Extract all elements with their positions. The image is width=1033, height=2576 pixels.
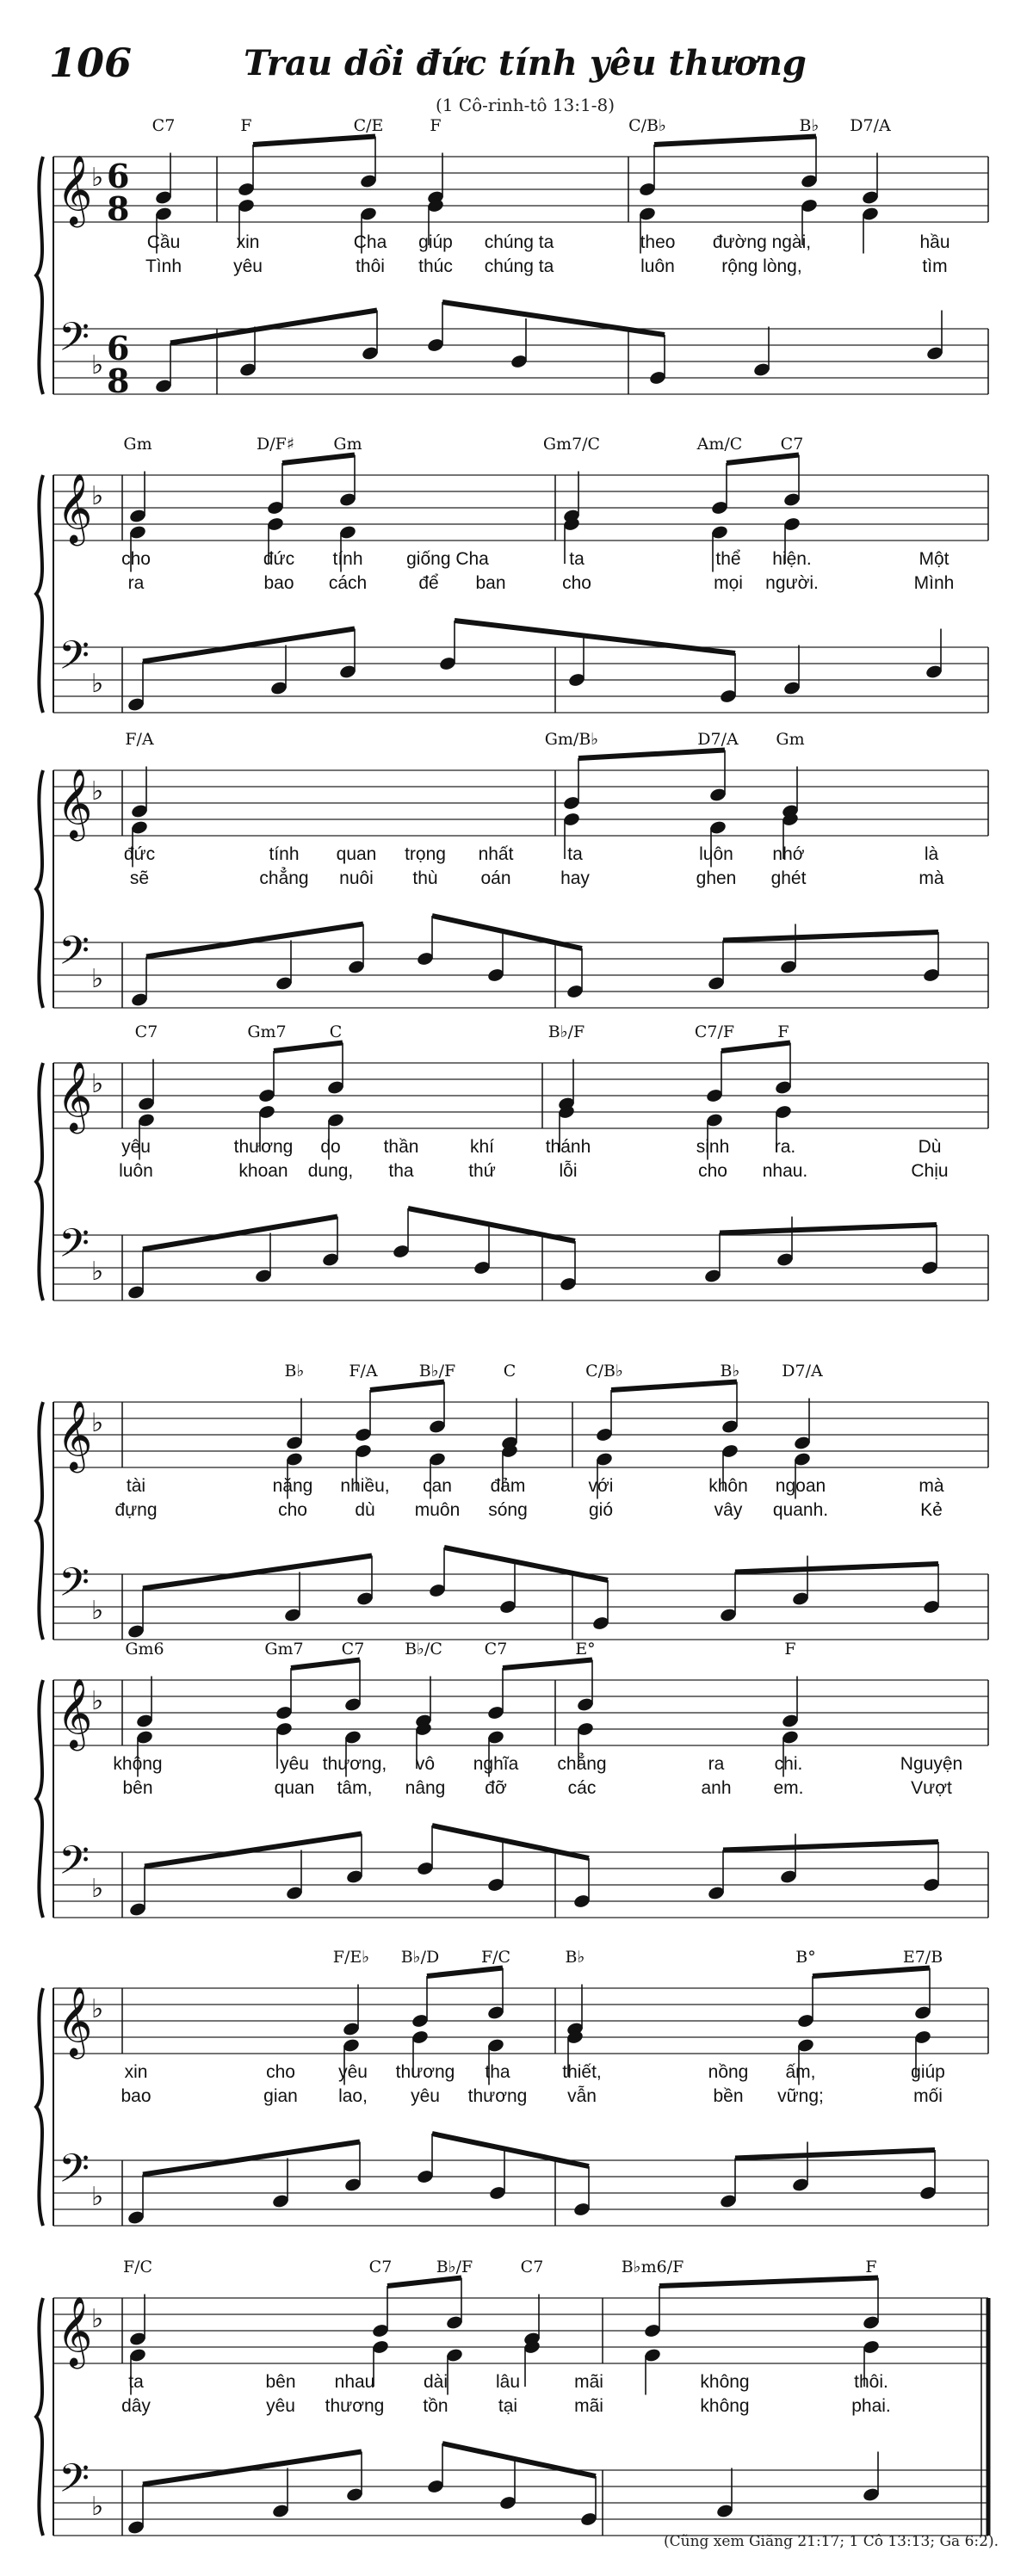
lyric-syllable: thiết, xyxy=(562,2062,602,2082)
chord-symbol: B° xyxy=(795,1948,816,1967)
chord-symbol: C xyxy=(503,1362,516,1381)
lyric-syllable: luôn xyxy=(640,256,675,276)
lyric-syllable: dài xyxy=(423,2372,448,2392)
time-signature-bottom: 8 xyxy=(107,189,130,228)
lyric-syllable: xin xyxy=(236,232,260,252)
lyric-syllable: cho xyxy=(278,1500,307,1520)
lyric-syllable: ra xyxy=(127,573,145,593)
system-brace xyxy=(36,1402,43,1640)
key-flat-icon: ♭ xyxy=(91,1994,104,2024)
lyric-syllable: mà xyxy=(919,1476,944,1496)
lyric-syllable: thánh xyxy=(545,1137,591,1157)
lyric-syllable: yêu xyxy=(233,256,263,276)
lyric-syllable: ban xyxy=(475,573,506,593)
lyric-syllable: tính xyxy=(269,844,300,864)
chord-symbol: F xyxy=(240,116,252,135)
bass-clef-icon: 𝄢 xyxy=(59,633,90,689)
bass-staff xyxy=(53,1574,988,1640)
time-signature-top: 6 xyxy=(107,157,130,195)
chord-symbol: B♭m6/F xyxy=(621,2258,684,2276)
treble-clef-icon: 𝄞 xyxy=(57,154,93,225)
lyric-syllable: đức xyxy=(263,549,295,569)
lyric-syllable: đường ngài, xyxy=(712,232,812,252)
lyric-syllable: giúp xyxy=(911,2062,945,2082)
lyric-syllable: đỡ xyxy=(485,1778,507,1798)
lyric-syllable: thương xyxy=(467,2086,528,2106)
chord-symbol: Gm xyxy=(776,730,805,749)
lyric-syllable: mọi xyxy=(714,573,743,593)
lyric-syllable: tính xyxy=(332,549,363,569)
lyric-syllable: tha xyxy=(485,2062,510,2082)
lyric-syllable: luôn xyxy=(699,844,733,864)
lyric-syllable: trọng xyxy=(405,844,446,864)
chord-symbol: Gm7 xyxy=(247,1022,287,1041)
scripture-reference: (Cũng xem Giăng 21:17; 1 Cô 13:13; Ga 6:2). xyxy=(663,2533,999,2550)
chord-symbol: Gm6 xyxy=(125,1640,164,1659)
lyric-syllable: với xyxy=(588,1476,614,1496)
note-beam xyxy=(442,302,665,335)
system-2 xyxy=(36,435,988,713)
bass-staff xyxy=(53,647,988,713)
lyric-syllable: giúp xyxy=(418,232,453,252)
lyric-syllable: mãi xyxy=(574,2372,603,2392)
lyric-syllable: vô xyxy=(415,1754,436,1774)
key-flat-icon: ♭ xyxy=(91,1408,104,1438)
chord-symbol: C xyxy=(329,1022,343,1041)
lyric-syllable: là xyxy=(924,844,939,864)
note-beam xyxy=(723,1842,938,1850)
chord-symbol: C7 xyxy=(134,1022,158,1041)
lyric-syllable: nhớ xyxy=(772,844,805,864)
lyric-syllable: nồng xyxy=(708,2062,749,2082)
lyric-syllable: ta xyxy=(128,2372,144,2392)
lyric-syllable: Kẻ xyxy=(920,1500,943,1520)
key-flat-icon: ♭ xyxy=(91,2182,104,2212)
system-4 xyxy=(36,1022,988,1300)
key-flat-icon: ♭ xyxy=(91,776,104,806)
bass-staff xyxy=(53,942,988,1008)
note-beam xyxy=(721,1043,790,1052)
lyric-syllable: bao xyxy=(263,573,294,593)
chord-symbol: F/C xyxy=(122,2258,153,2276)
lyric-syllable: chúng ta xyxy=(484,256,554,276)
chord-symbol: F/E♭ xyxy=(332,1948,370,1967)
lyric-syllable: hiện. xyxy=(772,549,812,569)
lyric-syllable: Cha xyxy=(353,232,387,252)
hymn-subtitle: (1 Cô-rinh-tô 13:1-8) xyxy=(435,95,615,115)
note-beam xyxy=(291,1660,360,1669)
lyric-syllable: thể xyxy=(715,549,741,569)
chord-symbol: C7 xyxy=(341,1640,365,1659)
lyric-syllable: quan xyxy=(336,844,377,864)
system-brace xyxy=(36,1063,43,1300)
lyric-syllable: năng xyxy=(272,1476,313,1496)
bass-clef-icon: 𝄢 xyxy=(59,2456,90,2511)
system-7 xyxy=(36,1948,988,2226)
lyric-syllable: can xyxy=(423,1476,452,1496)
system-1 xyxy=(36,116,988,400)
lyric-syllable: ấm, xyxy=(785,2062,816,2082)
lyric-syllable: vững; xyxy=(777,2086,824,2106)
lyric-syllable: Vượt xyxy=(911,1778,952,1798)
time-signature-bottom: 8 xyxy=(107,361,130,400)
lyric-syllable: sóng xyxy=(488,1500,528,1520)
chord-symbol: B♭/D xyxy=(400,1948,440,1967)
hymn-number: 106 xyxy=(49,40,133,86)
chord-symbol: B♭ xyxy=(799,116,820,135)
chord-symbol: B♭ xyxy=(284,1362,305,1381)
note-beam xyxy=(578,751,725,759)
system-5 xyxy=(36,1362,988,1640)
chord-symbol: Gm xyxy=(333,435,362,454)
note-beam xyxy=(735,2150,935,2159)
treble-staff xyxy=(53,1680,988,1745)
note-beam xyxy=(143,1556,372,1589)
lyric-syllable: dung, xyxy=(307,1161,354,1181)
lyric-syllable: oán xyxy=(480,868,511,888)
key-flat-icon: ♭ xyxy=(91,2304,104,2334)
note-beam xyxy=(143,2142,360,2175)
lyric-syllable: rộng lòng, xyxy=(721,256,802,276)
lyric-syllable: để xyxy=(418,573,439,593)
key-flat-icon: ♭ xyxy=(91,1069,104,1099)
chord-symbol: C7 xyxy=(780,435,804,454)
note-beam xyxy=(813,1968,930,1977)
lyric-syllable: quanh. xyxy=(772,1500,829,1520)
note-beam xyxy=(170,311,377,343)
chord-symbol: F xyxy=(784,1640,796,1659)
key-flat-icon: ♭ xyxy=(91,1257,104,1287)
lyric-syllable: phai. xyxy=(851,2396,891,2416)
key-flat-icon: ♭ xyxy=(91,1596,104,1626)
lyric-syllable: gió xyxy=(588,1500,614,1520)
lyric-syllable: vây xyxy=(714,1500,743,1520)
lyric-syllable: em. xyxy=(773,1778,804,1798)
chord-symbol: D7/A xyxy=(697,730,739,749)
lyric-syllable: ta xyxy=(567,844,583,864)
chord-symbol: C7/F xyxy=(694,1022,735,1041)
chord-symbol: C7 xyxy=(520,2258,544,2276)
note-beam xyxy=(503,1660,592,1669)
lyric-syllable: Mình xyxy=(913,573,955,593)
lyric-syllable: ta xyxy=(569,549,585,569)
lyric-syllable: ghen xyxy=(696,868,737,888)
lyric-syllable: khôn xyxy=(708,1476,748,1496)
lyric-syllable: cho xyxy=(266,2062,295,2082)
system-brace xyxy=(36,770,43,1008)
lyric-syllable: do xyxy=(320,1137,341,1157)
chord-symbol: Gm xyxy=(123,435,152,454)
treble-staff xyxy=(53,157,988,222)
chord-symbol: C7 xyxy=(484,1640,508,1659)
bass-staff xyxy=(53,1235,988,1300)
lyric-syllable: mãi xyxy=(574,2396,603,2416)
note-beam xyxy=(282,455,355,464)
chord-symbol: B♭/C xyxy=(405,1640,442,1659)
note-beam xyxy=(143,1217,337,1250)
bass-clef-icon: 𝄢 xyxy=(59,2146,90,2202)
note-beam xyxy=(145,1834,362,1867)
lyric-syllable: dù xyxy=(355,1500,375,1520)
chord-symbol: C/B♭ xyxy=(585,1362,623,1381)
note-beam xyxy=(427,1968,503,1977)
lyric-syllable: quan xyxy=(274,1778,315,1798)
lyric-syllable: bên xyxy=(122,1778,153,1798)
lyric-syllable: Tình xyxy=(145,256,182,276)
treble-staff xyxy=(53,1063,988,1128)
note-beam xyxy=(146,924,363,957)
note-beam xyxy=(611,1382,737,1391)
lyric-syllable: nuôi xyxy=(339,868,374,888)
treble-clef-icon: 𝄞 xyxy=(57,473,93,543)
lyric-syllable: đựng xyxy=(114,1500,158,1520)
lyric-syllable: vẫn xyxy=(567,2086,597,2106)
lyric-syllable: yêu xyxy=(411,2086,440,2106)
chord-symbol: F/A xyxy=(125,730,154,749)
bass-clef-icon: 𝄢 xyxy=(59,1560,90,1615)
chord-symbol: B♭/F xyxy=(418,1362,456,1381)
treble-staff xyxy=(53,770,988,836)
lyric-syllable: thứ xyxy=(468,1161,496,1181)
note-beam xyxy=(370,1382,444,1391)
chord-symbol: F xyxy=(777,1022,789,1041)
chord-symbol: F/A xyxy=(349,1362,378,1381)
lyric-syllable: chẳng xyxy=(557,1754,607,1774)
note-beam xyxy=(143,2452,362,2485)
lyric-syllable: thôi. xyxy=(854,2372,888,2392)
lyric-syllable: các xyxy=(567,1778,597,1798)
key-flat-icon: ♭ xyxy=(91,481,104,511)
chord-symbol: B♭/F xyxy=(436,2258,473,2276)
note-beam xyxy=(387,2278,461,2287)
key-flat-icon: ♭ xyxy=(91,163,104,193)
system-6 xyxy=(36,1640,988,1918)
lyric-syllable: tha xyxy=(388,1161,414,1181)
lyric-syllable: anh xyxy=(701,1778,732,1798)
system-8 xyxy=(36,2258,988,2536)
lyric-syllable: cách xyxy=(328,573,368,593)
bass-clef-icon: 𝄢 xyxy=(59,928,90,984)
lyric-syllable: cho xyxy=(698,1161,727,1181)
lyric-syllable: cho xyxy=(121,549,151,569)
note-beam xyxy=(723,932,938,941)
chord-symbol: B♭ xyxy=(565,1948,585,1967)
chord-symbol: C7 xyxy=(152,116,176,135)
lyric-syllable: nhiều, xyxy=(340,1476,390,1496)
system-brace xyxy=(36,475,43,713)
chord-symbol: D/F♯ xyxy=(256,435,295,454)
lyric-syllable: không xyxy=(113,1754,163,1774)
lyric-syllable: thương, xyxy=(322,1754,387,1774)
chord-symbol: Gm7 xyxy=(264,1640,304,1659)
lyric-syllable: tài xyxy=(126,1476,146,1496)
bass-staff xyxy=(53,2160,988,2226)
lyric-syllable: Chịu xyxy=(911,1161,949,1181)
key-flat-icon: ♭ xyxy=(91,669,104,699)
lyric-syllable: Cầu xyxy=(146,232,181,252)
lyric-syllable: ngoan xyxy=(775,1476,826,1496)
lyric-syllable: lao, xyxy=(338,2086,368,2106)
lyric-syllable: người. xyxy=(765,573,819,593)
treble-staff xyxy=(53,475,988,541)
system-brace xyxy=(36,1680,43,1918)
lyric-syllable: yêu xyxy=(338,2062,368,2082)
lyric-syllable: tồn xyxy=(423,2396,448,2416)
lyric-syllable: chúng ta xyxy=(484,232,554,252)
lyric-syllable: lỗi xyxy=(559,1161,578,1181)
note-beam xyxy=(432,1825,589,1858)
treble-staff xyxy=(53,1988,988,2054)
lyric-syllable: bao xyxy=(121,2086,152,2106)
note-beam xyxy=(720,1225,937,1233)
note-beam xyxy=(659,2278,878,2287)
chord-symbol: B♭/F xyxy=(547,1022,585,1041)
lyric-syllable: mối xyxy=(913,2086,943,2106)
treble-clef-icon: 𝄞 xyxy=(57,1060,93,1131)
bass-clef-icon: 𝄢 xyxy=(59,314,90,370)
lyric-syllable: gian xyxy=(263,2086,298,2106)
lyric-syllable: mà xyxy=(919,868,944,888)
lyric-syllable: dây xyxy=(121,2396,151,2416)
note-beam xyxy=(253,137,375,145)
chord-symbol: Am/C xyxy=(696,435,743,454)
note-beam xyxy=(444,1547,608,1580)
lyric-syllable: tâm, xyxy=(337,1778,373,1798)
lyric-syllable: không xyxy=(700,2396,750,2416)
treble-clef-icon: 𝄞 xyxy=(57,1677,93,1748)
lyric-syllable: giống Cha xyxy=(406,549,489,569)
chord-symbol: B♭ xyxy=(720,1362,740,1381)
treble-staff xyxy=(53,2298,988,2363)
lyric-syllable: chẳng xyxy=(259,868,309,888)
lyric-syllable: yêu xyxy=(280,1754,309,1774)
lyric-syllable: lâu xyxy=(495,2372,521,2392)
lyric-syllable: xin xyxy=(124,2062,148,2082)
lyric-syllable: nhất xyxy=(478,844,514,864)
lyric-syllable: yêu xyxy=(121,1137,151,1157)
lyric-syllable: không xyxy=(700,2372,750,2392)
lyric-syllable: ra. xyxy=(774,1137,796,1157)
lyric-syllable: đức xyxy=(123,844,156,864)
lyric-syllable: thù xyxy=(412,868,438,888)
lyric-syllable: ghét xyxy=(770,868,807,888)
chord-symbol: Gm/B♭ xyxy=(544,730,599,749)
note-beam xyxy=(455,621,735,653)
lyric-syllable: khí xyxy=(469,1137,495,1157)
lyric-syllable: thúc xyxy=(418,256,453,276)
note-beam xyxy=(274,1043,343,1052)
lyric-syllable: theo xyxy=(640,232,676,252)
time-signature-top: 6 xyxy=(107,329,130,368)
lyric-syllable: cho xyxy=(562,573,591,593)
lyric-syllable: ra xyxy=(708,1754,725,1774)
chord-symbol: D7/A xyxy=(850,116,891,135)
note-beam xyxy=(432,2134,589,2166)
key-flat-icon: ♭ xyxy=(91,350,104,380)
treble-clef-icon: 𝄞 xyxy=(57,768,93,838)
chord-symbol: C7 xyxy=(368,2258,393,2276)
lyric-syllable: muôn xyxy=(414,1500,461,1520)
lyric-syllable: nhau xyxy=(334,2372,375,2392)
lyric-syllable: luôn xyxy=(119,1161,153,1181)
chord-symbol: F/C xyxy=(480,1948,511,1967)
treble-clef-icon: 𝄞 xyxy=(57,1986,93,2056)
lyric-syllable: thương xyxy=(233,1137,294,1157)
lyric-syllable: thôi xyxy=(356,256,385,276)
key-flat-icon: ♭ xyxy=(91,964,104,994)
chord-symbol: Gm7/C xyxy=(542,435,601,454)
chord-symbol: F xyxy=(865,2258,877,2276)
hymn-title: Trau dồi đức tính yêu thương xyxy=(244,43,807,83)
bass-staff xyxy=(53,2470,988,2536)
note-beam xyxy=(408,1208,575,1241)
treble-clef-icon: 𝄞 xyxy=(57,2295,93,2366)
lyric-syllable: hầu xyxy=(919,232,950,252)
key-flat-icon: ♭ xyxy=(91,1686,104,1716)
system-3 xyxy=(36,730,988,1008)
key-flat-icon: ♭ xyxy=(91,2492,104,2522)
note-beam xyxy=(727,455,799,464)
lyric-syllable: khoan xyxy=(238,1161,288,1181)
lyric-syllable: bền xyxy=(713,2086,744,2106)
chord-symbol: C/B♭ xyxy=(628,116,666,135)
lyric-syllable: chi. xyxy=(774,1754,803,1774)
lyric-syllable: Nguyện xyxy=(900,1754,963,1774)
lyric-syllable: hay xyxy=(560,868,590,888)
chord-symbol: E7/B xyxy=(902,1948,943,1967)
lyric-syllable: nghĩa xyxy=(473,1754,519,1774)
lyric-syllable: thần xyxy=(383,1137,419,1157)
bass-clef-icon: 𝄢 xyxy=(59,1838,90,1893)
note-beam xyxy=(143,629,355,662)
lyric-syllable: sinh xyxy=(696,1137,730,1157)
lyric-syllable: yêu xyxy=(266,2396,295,2416)
note-beam xyxy=(432,916,582,948)
lyric-syllable: bên xyxy=(265,2372,296,2392)
lyric-syllable: tại xyxy=(498,2396,518,2416)
lyric-syllable: Một xyxy=(919,549,949,569)
chord-symbol: F xyxy=(430,116,442,135)
lyric-syllable: tìm xyxy=(922,256,948,276)
note-beam xyxy=(654,137,816,145)
treble-clef-icon: 𝄞 xyxy=(57,1399,93,1470)
lyric-syllable: thương xyxy=(395,2062,455,2082)
chord-symbol: C/E xyxy=(353,116,384,135)
chord-symbol: E° xyxy=(575,1640,596,1659)
note-beam xyxy=(735,1564,938,1572)
bass-staff xyxy=(53,1852,988,1918)
system-brace xyxy=(36,2298,43,2536)
system-brace xyxy=(36,157,43,394)
lyric-syllable: nhau. xyxy=(762,1161,808,1181)
system-brace xyxy=(36,1988,43,2226)
key-flat-icon: ♭ xyxy=(91,1874,104,1904)
lyric-syllable: Dù xyxy=(918,1137,942,1157)
lyric-syllable: sẽ xyxy=(129,868,150,888)
treble-staff xyxy=(53,1402,988,1467)
note-beam xyxy=(442,2443,596,2476)
lyric-syllable: thương xyxy=(325,2396,385,2416)
chord-symbol: D7/A xyxy=(782,1362,823,1381)
bass-clef-icon: 𝄢 xyxy=(59,1220,90,1276)
lyric-syllable: đảm xyxy=(490,1476,526,1496)
lyric-syllable: nâng xyxy=(405,1778,446,1798)
